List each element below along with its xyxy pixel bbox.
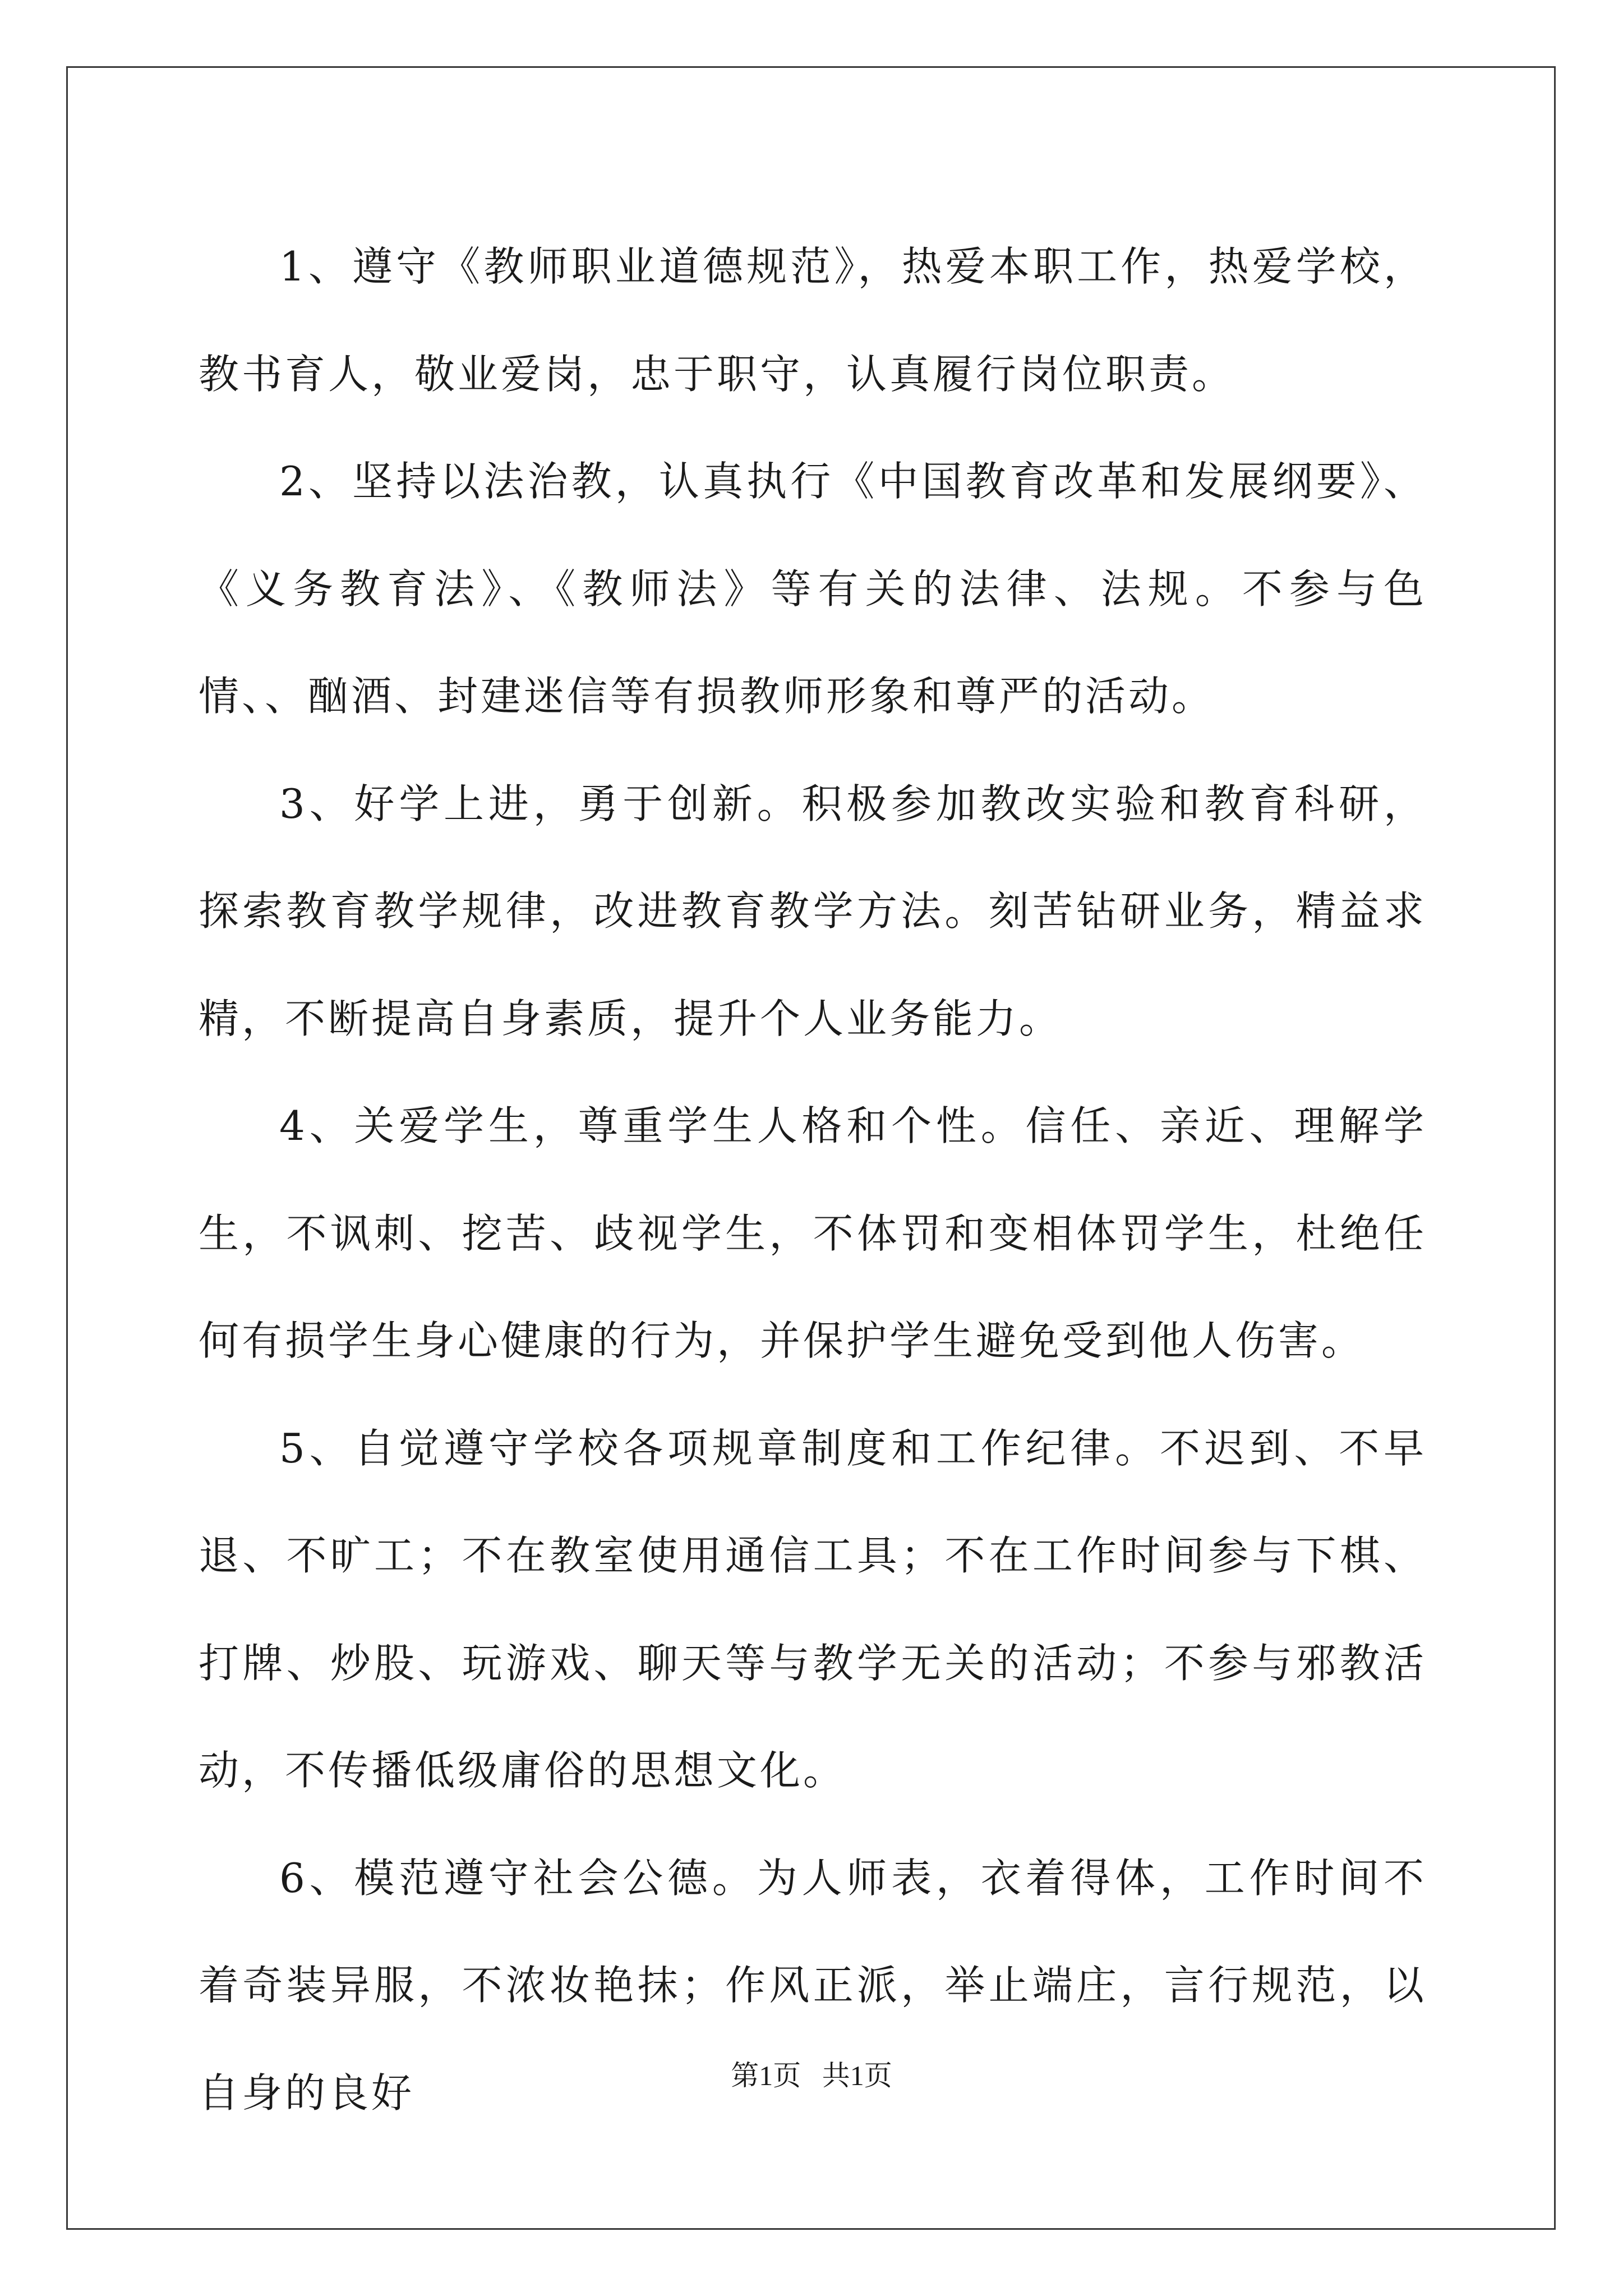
page-footer: 第1页 共1页 <box>731 2060 892 2091</box>
paragraph-1: 1、遵守《教师职业道德规范》，热爱本职工作，热爱学校，教书育人，敬业爱岗，忠于职守，认真履行岗位职责。 <box>199 243 1427 398</box>
document-body <box>199 213 1427 2147</box>
paragraph-2: 2、坚持以法治教，认真执行《中国教育改革和发展纲要》、《义务教育法》、《教师法》等有关的法律、法规。不参与色情、、酗酒、封建迷信等有损教师形象和尊严的活动。 <box>199 458 1427 720</box>
paragraph-3: 3、好学上进，勇于创新。积极参加教改实验和教育科研，探索教育教学规律，改进教育教学方法。刻苦钻研业务，精益求精，不断提高自身素质，提升个人业务能力。 <box>199 780 1427 1042</box>
paragraph-5: 5、自觉遵守学校各项规章制度和工作纪律。不迟到、不早退、不旷工；不在教室使用通信工具；不在工作时间参与下棋、打牌、炒股、玩游戏、聊天等与教学无关的活动；不参与邪教活动，不传播低级庸俗的思想文化。 <box>199 1424 1427 1794</box>
paragraph-6: 6、模范遵守社会公德。为人师表，衣着得体，工作时间不着奇装异服，不浓妆艳抹；作风正派，举止端庄，言行规范，以自身的良好 <box>199 1854 1427 2116</box>
paragraph-4: 4、关爱学生，尊重学生人格和个性。信任、亲近、理解学生，不讽刺、挖苦、歧视学生，不体罚和变相体罚学生，杜绝任何有损学生身心健康的行为，并保护学生避免受到他人伤害。 <box>199 1102 1427 1364</box>
